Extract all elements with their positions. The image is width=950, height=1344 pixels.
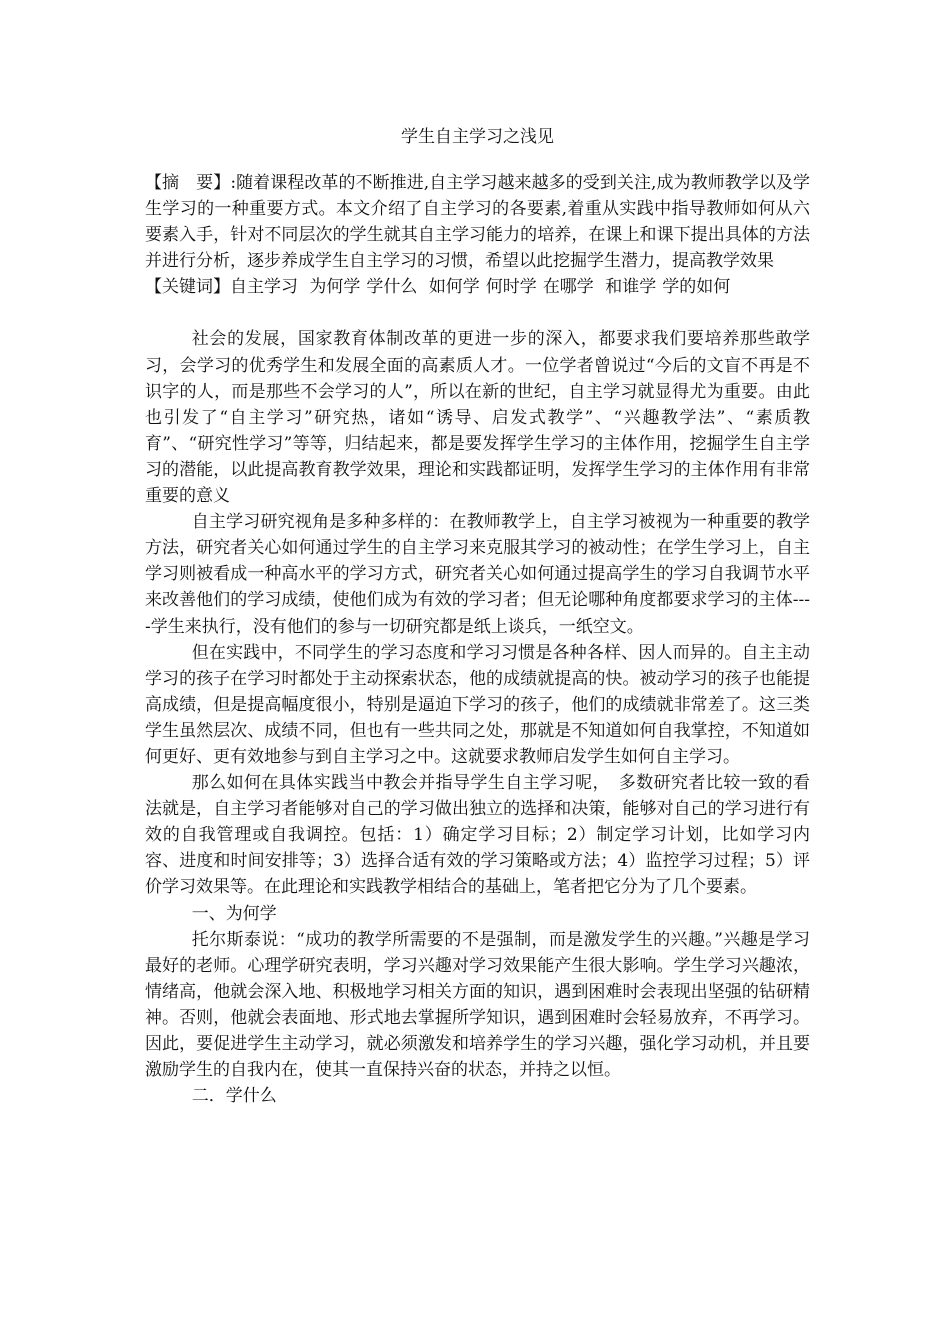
body-paragraph: 托尔斯泰说：“成功的教学所需要的不是强制，而是激发学生的兴趣。”兴趣是学习最好的老师。心理学研究表明，学习兴趣对学习效果能产生很大影响。学生学习兴趣浓，情绪高，他就会深入地、积极地学习相关方面的知识，遇到困难时会表现出坚强的钻研精神。否则，他就会表面地、形式地去掌握所学知识，遇到困难时会轻易放弃，不再学习。因此，要促进学生主动学习，就必须激发和培养学生的学习兴趣，强化学习动机，并且要激励学生的自我内在，使其一直保持兴奋的状态，并持之以恒。 bbox=[145, 929, 810, 1081]
keyword: 何时学 bbox=[485, 277, 537, 298]
section-heading-what: 二．学什么 bbox=[191, 1086, 277, 1107]
body-paragraph: 自主学习研究视角是多种多样的：在教师教学上，自主学习被视为一种重要的教学方法，研究者关心如何通过学生的自主学习来克服其学习的被动性；在学生学习上，自主学习则被看成一种高水平的学习方式，研究者关心如何通过提高学生的学习自我调节水平来改善他们的学习成绩，使他们成为有效的学习者；但无论哪种角度都要求学习的主体----学生来执行，没有他们的参与一切研究都是纸上谈兵，一纸空文。 bbox=[145, 512, 810, 637]
keywords-label: 【关键词】 bbox=[145, 277, 230, 298]
abstract-text: :随着课程改革的不断推进,自主学习越来越多的受到关注,成为教师教学以及学生学习的一种重要方式。本文介绍了自主学习的各要素,着重从实践中指导教师如何从六要素入手，针对不同层次的学生就其自主学习能力的培养，在课上和课下提出具体的方法并进行分析，逐步养成学生自主学习的习惯，希望以此挖掘学生潜力，提高教学效果 bbox=[145, 173, 810, 272]
body-paragraph: 那么如何在具体实践当中教会并指导学生自主学习呢， 多数研究者比较一致的看法就是，自主学习者能够对自己的学习做出独立的选择和决策，能够对自己的学习进行有效的自我管理或自我调控。包括：1）确定学习目标；2）制定学习计划，比如学习内容、进度和时间安排等；3）选择合适有效的学习策略或方法；4）监控学习过程；5）评价学习效果等。在此理论和实践教学相结合的基础上，笔者把它分为了几个要素。 bbox=[145, 773, 810, 898]
abstract bbox=[145, 170, 810, 274]
document-body bbox=[145, 326, 810, 1109]
keyword: 如何学 bbox=[428, 277, 480, 298]
body-paragraph: 但在实践中，不同学生的学习态度和学习习惯是各种各样、因人而异的。自主主动学习的孩子在学习时都处于主动探索状态，他的成绩就提高的快。被动学习的孩子也能提高成绩，但是提高幅度很小，特别是逼迫下学习的孩子，他们的成绩就非常差了。这三类学生虽然层次、成绩不同，但也有一些共同之处，那就是不知道如何自我掌控，不知道如何更好、更有效地参与到自主学习之中。这就要求教师启发学生如何自主学习。 bbox=[145, 642, 810, 767]
section-heading-why: 一、为何学 bbox=[191, 903, 277, 924]
keyword: 和谁学 bbox=[605, 277, 657, 298]
abstract-paragraph bbox=[145, 170, 810, 274]
document-title: 学生自主学习之浅见 bbox=[401, 127, 554, 147]
keyword: 为何学 bbox=[309, 277, 361, 298]
keyword: 自主学习 bbox=[230, 277, 298, 298]
keywords bbox=[145, 274, 810, 300]
document-content bbox=[145, 124, 810, 1109]
abstract-label: 【摘 要】 bbox=[145, 173, 231, 193]
keyword: 在哪学 bbox=[542, 277, 594, 298]
body-paragraph: 社会的发展，国家教育体制改革的更进一步的深入，都要求我们要培养那些敢学习，会学习的优秀学生和发展全面的高素质人才。一位学者曾说过“今后的文盲不再是不识字的人，而是那些不会学习的人”，所以在新的世纪，自主学习就显得尤为重要。由此也引发了“自主学习”研究热，诸如“诱导、启发式教学”、“兴趣教学法”、“素质教育”、“研究性学习”等等，归结起来，都是要发挥学生学习的主体作用，挖掘学生自主学习的潜能，以此提高教育教学效果，理论和实践都证明，发挥学生学习的主体作用有非常重要的意义 bbox=[145, 329, 810, 507]
keyword: 学什么 bbox=[366, 277, 418, 298]
keywords-line bbox=[145, 274, 810, 300]
keyword: 学的如何 bbox=[662, 277, 731, 298]
